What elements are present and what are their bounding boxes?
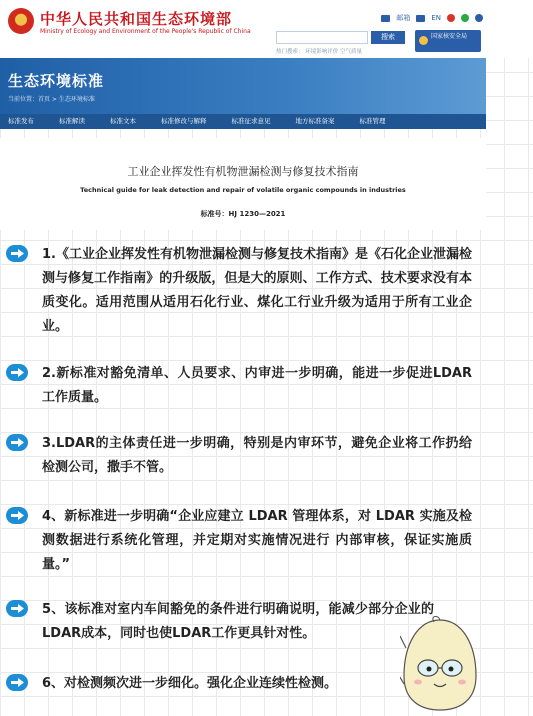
- section-title: 生态环境标准: [8, 72, 105, 90]
- document-title: 工业企业挥发性有机物泄漏检测与修复技术指南: [127, 165, 359, 178]
- site-title[interactable]: 中华人民共和国生态环境部: [40, 10, 233, 28]
- point-item: [6, 505, 474, 581]
- mascot-icon: [400, 614, 480, 714]
- mail-icon[interactable]: [381, 15, 390, 22]
- point-item: [6, 243, 474, 343]
- point-text: 3.LDAR的主体责任进一步明确，特别是内审环节，避免企业将工作扔给检测公司，撒手不管。: [42, 436, 472, 475]
- point-text: 6、对检测频次进一步细化。强化企业连续性检测。: [42, 676, 338, 691]
- point-item: [6, 432, 474, 482]
- nav-standard-text[interactable]: 标准文本: [110, 117, 136, 125]
- section-nav: [0, 114, 486, 129]
- site-subtitle: Ministry of Ecology and Environment of the People's Republic of China: [40, 28, 251, 35]
- nav-local-standard-filing[interactable]: 地方标准备案: [295, 117, 335, 125]
- arrow-right-icon: [6, 245, 28, 262]
- nnsa-badge-label: 国家核安全局: [431, 33, 468, 40]
- nav-standard-amendment[interactable]: 标准修改与解释: [161, 117, 207, 125]
- mail-link[interactable]: 邮箱: [396, 14, 411, 22]
- arrow-right-icon: [6, 364, 28, 381]
- site-header: [0, 0, 533, 58]
- document-card: [0, 138, 486, 230]
- search-input[interactable]: [276, 31, 368, 44]
- point-item: [6, 362, 474, 412]
- arrow-right-icon: [6, 507, 28, 524]
- nav-standard-interpretation[interactable]: 标准解读: [59, 117, 85, 125]
- breadcrumb[interactable]: 当前位置：首页 > 生态环境标准: [8, 96, 95, 103]
- point-text: 4、新标准进一步明确“企业应建立 LDAR 管理体系，对 LDAR 实施及检测数据进行系统化管理，并定期对实施情况进行 内部审核，保证实施质量。”: [42, 509, 472, 572]
- app-icon[interactable]: [475, 14, 483, 22]
- arrow-right-icon: [6, 600, 28, 617]
- point-text: 5、该标准对室内车间豁免的条件进行明确说明，能减少部分企业的LDAR成本，同时也使LDAR工作更具针对性。: [42, 602, 434, 641]
- search-button[interactable]: 搜索: [371, 31, 405, 44]
- mobile-icon[interactable]: [416, 15, 425, 22]
- nnsa-badge-link[interactable]: [415, 30, 481, 52]
- nav-standard-consultation[interactable]: 标准征求意见: [231, 117, 271, 125]
- hot-search-links[interactable]: 热门搜索： 环境影响评价 空气质量: [276, 49, 362, 55]
- nav-standard-management[interactable]: 标准管理: [359, 117, 386, 125]
- standard-number: 标准号：HJ 1230—2021: [200, 210, 286, 218]
- nav-standard-release[interactable]: 标准发布: [8, 117, 34, 125]
- arrow-right-icon: [6, 674, 28, 691]
- point-text: 1.《工业企业挥发性有机物泄漏检测与修复技术指南》是《石化企业泄漏检测与修复工作指南》的升级版，但是大的原则、工作方式、技术要求没有本质变化。适用范围从适用石化行业、煤化工行业升级为适用于所有工业企业。: [42, 247, 472, 334]
- top-links: [381, 13, 483, 23]
- nnsa-logo-icon: [419, 36, 428, 45]
- arrow-right-icon: [6, 434, 28, 451]
- wechat-icon[interactable]: [461, 14, 469, 22]
- national-emblem-icon: [8, 8, 34, 34]
- english-link[interactable]: EN: [431, 14, 441, 22]
- weibo-icon[interactable]: [447, 14, 455, 22]
- point-text: 2.新标准对豁免清单、人员要求、内审进一步明确，能进一步促进LDAR工作质量。: [42, 366, 472, 405]
- document-title-english: Technical guide for leak detection and repair of volatile organic compounds in industries: [80, 186, 406, 194]
- section-banner: [0, 58, 486, 114]
